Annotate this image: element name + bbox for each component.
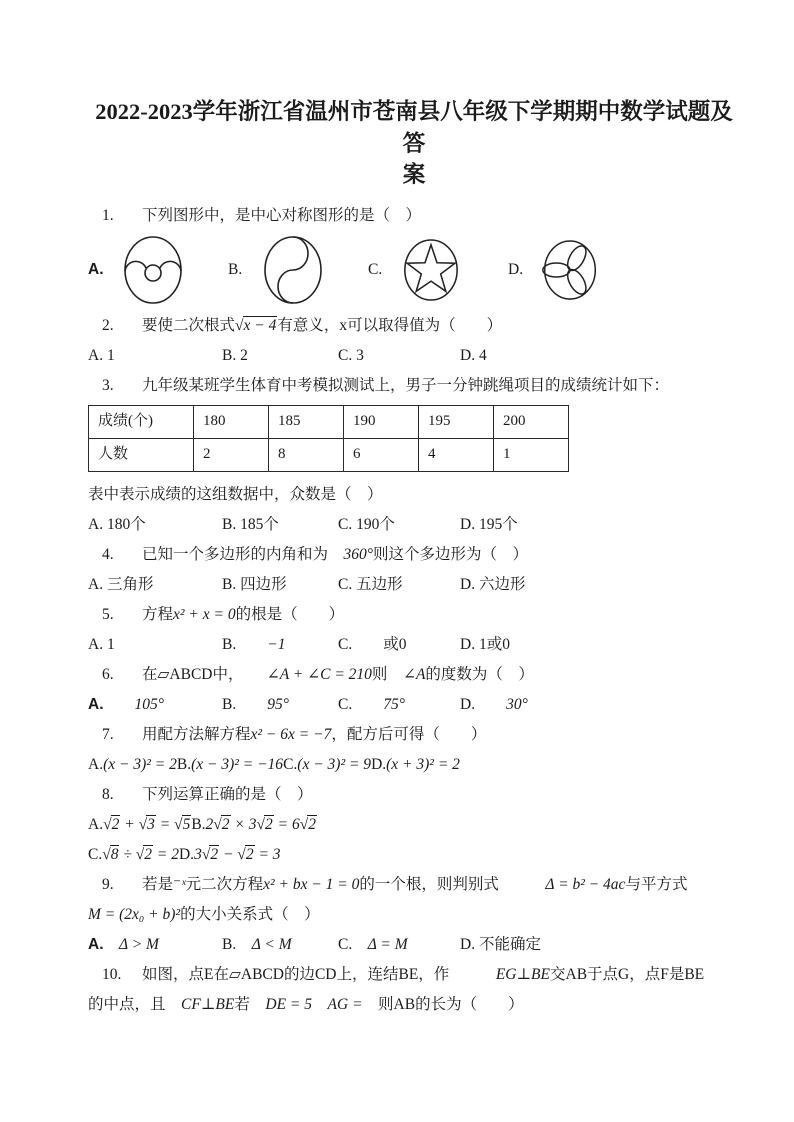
option-a — [88, 694, 222, 716]
text-segment: 与平方式 — [625, 875, 688, 893]
table-cell: 180 — [194, 405, 269, 438]
question-1-text — [142, 207, 421, 224]
sqrt-sign: √ — [174, 815, 183, 833]
question-6-text — [142, 666, 534, 683]
text-segment — [166, 996, 182, 1013]
text-segment: B. — [222, 695, 237, 713]
radicand: 2 — [111, 815, 120, 833]
text-segment: D. 4 — [460, 346, 487, 364]
question-2-options — [88, 345, 740, 367]
question-2 — [88, 315, 740, 337]
circle-arcs-figure — [120, 235, 186, 305]
text-segment: 的大小关系式（ ） — [180, 905, 320, 923]
table-cell: 1 — [494, 438, 569, 471]
radicand: 2 — [144, 845, 153, 863]
text-segment: D. 195个 — [460, 515, 518, 533]
text-segment: A. — [88, 815, 104, 833]
text-segment — [352, 936, 368, 953]
text-segment: 下列图形中，是中心对称图形的是（ ） — [142, 206, 422, 224]
math-segment: 95° — [267, 695, 289, 713]
question-1 — [88, 205, 740, 227]
text-segment — [250, 996, 266, 1013]
text-segment: B. 四边形 — [222, 575, 287, 593]
text-segment — [312, 996, 328, 1013]
radicand: 2 — [245, 845, 254, 863]
text-segment: C. — [338, 635, 353, 653]
sqrt-sign: √ — [102, 845, 111, 863]
text-segment: B. — [222, 635, 237, 653]
table-cell: 人数 — [89, 438, 194, 471]
sqrt-sign: √ — [138, 815, 148, 833]
radicand: 2 — [210, 845, 219, 863]
text-segment: 交AB于点G，点F是BE — [550, 965, 705, 983]
question-4-number: 4. — [102, 545, 114, 563]
text-segment: D. 1或0 — [460, 635, 510, 653]
text-segment: 或0 — [383, 635, 407, 653]
math-segment: × 3 — [230, 815, 257, 833]
title-line-1: 2022-2023学年浙江省温州市苍南县八年级下学期期中数学试题及答 — [95, 99, 733, 156]
text-segment — [387, 666, 403, 683]
text-segment: 表中表示成绩的这组数据中，众数是（ ） — [88, 485, 383, 503]
text-segment — [499, 876, 546, 893]
question-10 — [88, 964, 740, 986]
text-segment: 的度数为（ ） — [425, 665, 534, 683]
math-segment: = — [155, 815, 175, 833]
radicand: 2 — [308, 815, 317, 833]
table-row — [89, 405, 569, 438]
question-8 — [88, 784, 740, 806]
math-segment: Δ < M — [251, 935, 292, 953]
option-c — [338, 514, 460, 536]
text-segment: D. — [371, 755, 387, 773]
question-2-number: 2. — [102, 316, 114, 334]
text-segment: B. 185个 — [222, 515, 279, 533]
text-segment: B. — [222, 935, 237, 953]
question-3-options — [88, 514, 740, 536]
question-7 — [88, 724, 740, 746]
math-segment: CF⊥BE — [181, 995, 235, 1013]
text-segment: 九年级某班学生体育中考模拟测试上，男子一分钟跳绳项目的成绩统计如下： — [142, 376, 670, 394]
math-segment: ∠A + ∠C = 210 — [266, 665, 372, 683]
question-7-text — [142, 726, 486, 743]
math-segment: EG⊥BE — [495, 965, 550, 983]
text-segment: 的一个根，则判别式 — [359, 875, 499, 893]
text-segment — [236, 936, 252, 953]
question-10-text — [142, 966, 704, 983]
math-segment: Δ = b² − 4ac — [545, 875, 626, 893]
math-segment: 3 — [194, 845, 202, 863]
text-segment: 如图，点E在▱ABCD的边CD上，连结BE，作 — [142, 965, 450, 983]
text-segment: C. — [283, 755, 298, 773]
option-b — [222, 634, 338, 656]
option-d — [460, 345, 740, 367]
text-segment: C. 190个 — [338, 515, 395, 533]
math-segment: 30° — [506, 695, 528, 713]
text-segment: A. 1 — [88, 635, 115, 653]
sqrt-sign: √ — [235, 316, 244, 334]
text-segment: 则 — [371, 665, 388, 683]
text-segment: 若是 — [142, 875, 174, 893]
table-cell: 成绩(个) — [89, 405, 194, 438]
text-segment: D. — [178, 845, 195, 863]
sqrt-sign: √ — [237, 845, 246, 863]
math-segment: 105° — [134, 695, 164, 713]
math-segment: AG = — [327, 995, 363, 1013]
question-4-options — [88, 574, 740, 596]
text-segment — [236, 696, 267, 713]
question-9-options — [88, 934, 740, 956]
text-segment: D. 不能确定 — [460, 935, 541, 953]
question-3 — [88, 375, 740, 397]
text-segment: 元二次方程 — [185, 875, 264, 893]
text-segment: B. — [191, 815, 206, 833]
option-b — [222, 694, 338, 716]
math-segment: 2 — [205, 815, 214, 833]
text-segment — [352, 636, 383, 653]
option-b — [222, 514, 338, 536]
text-segment — [104, 936, 120, 953]
question-4-text — [142, 546, 528, 563]
text-segment: 已知一个多边形的内角和为 — [142, 545, 329, 563]
figure-label-a: A. — [88, 260, 104, 278]
question-3-number: 3. — [102, 376, 114, 394]
text-segment: 在▱ABCD中， — [142, 665, 236, 683]
math-segment: (x − 3)² = 9 — [297, 755, 372, 773]
text-segment: 有意义，x可以取得值为（ ） — [277, 316, 503, 334]
question-5 — [88, 604, 740, 626]
table-cell: 190 — [344, 405, 419, 438]
text-segment: D. 六边形 — [460, 575, 526, 593]
option-a — [88, 934, 222, 956]
text-segment: 则这个多边形为（ ） — [372, 545, 528, 563]
text-segment: A. — [88, 755, 104, 773]
option-a — [88, 345, 222, 367]
text-segment: 则AB的长为（ ） — [378, 995, 524, 1013]
question-8-options-line-2 — [88, 844, 740, 866]
radicand: 3 — [147, 815, 155, 833]
question-6-options — [88, 694, 740, 716]
table-cell: 185 — [269, 405, 344, 438]
question-9-continuation — [88, 904, 740, 926]
option-a — [88, 574, 222, 596]
question-9-text — [142, 876, 687, 893]
radicand: 2 — [221, 815, 230, 833]
option-a — [88, 514, 222, 536]
option-d — [460, 694, 740, 716]
question-9-number: 9. — [102, 875, 114, 893]
figure-label-b: B. — [228, 260, 243, 278]
question-8-options-line-1 — [88, 814, 740, 836]
math-segment: = 3 — [254, 845, 281, 863]
text-segment: C. 3 — [338, 346, 364, 364]
math-segment: ∠A — [402, 665, 426, 683]
text-segment — [236, 636, 267, 653]
text-segment: 若 — [234, 995, 250, 1013]
question-7-options — [88, 754, 740, 776]
math-segment: DE = 5 — [265, 995, 313, 1013]
question-10-continuation — [88, 994, 740, 1016]
radicand: 8 — [110, 845, 119, 863]
question-6-number: 6. — [102, 665, 114, 683]
text-segment: A. 180个 — [88, 515, 146, 533]
yin-yang-figure — [260, 235, 326, 305]
question-4 — [88, 544, 740, 566]
question-3-continuation — [88, 484, 740, 506]
option-d — [460, 514, 740, 536]
text-segment: 用配方法解方程 — [142, 725, 251, 743]
text-segment: ，配方后可得（ ） — [331, 725, 487, 743]
text-segment: A. — [88, 935, 104, 953]
math-segment: (x − 3)² = −16 — [191, 755, 284, 773]
math-segment: = 6 — [273, 815, 300, 833]
question-5-number: 5. — [102, 605, 114, 623]
sqrt-sign: √ — [213, 815, 222, 833]
question-9 — [88, 874, 740, 896]
math-segment: −1 — [267, 635, 286, 653]
score-table — [88, 405, 569, 472]
text-segment — [236, 666, 267, 683]
math-segment: ÷ — [119, 845, 136, 863]
question-1-number: 1. — [102, 206, 114, 224]
text-segment — [328, 546, 344, 563]
question-1-figures — [88, 235, 740, 305]
text-segment: C. — [338, 935, 353, 953]
math-segment: (x + 3)² = 2 — [386, 755, 460, 773]
text-segment — [352, 696, 383, 713]
option-b — [222, 934, 338, 956]
three-petal-figure — [540, 235, 606, 305]
text-segment: 的中点，且 — [88, 995, 166, 1013]
option-c — [338, 934, 460, 956]
option-c — [338, 574, 460, 596]
math-segment: (x − 3)² = 2 — [103, 755, 177, 773]
text-segment — [104, 696, 135, 713]
option-c — [338, 345, 460, 367]
sqrt-sign: √ — [256, 815, 266, 833]
page-title — [88, 96, 740, 191]
math-segment: M = (2x₀ + b)² — [88, 905, 181, 923]
text-segment: A. 1 — [88, 346, 115, 364]
text-segment: 要使二次根式 — [142, 316, 236, 334]
table-cell: 2 — [194, 438, 269, 471]
text-segment: A. 三角形 — [88, 575, 154, 593]
text-segment: 方程 — [142, 605, 174, 623]
star-figure — [400, 235, 466, 305]
table-cell: 8 — [269, 438, 344, 471]
text-segment — [449, 966, 496, 983]
math-segment: Δ = M — [367, 935, 408, 953]
question-6 — [88, 664, 740, 686]
text-segment: C. — [338, 695, 353, 713]
math-segment: 360° — [343, 545, 373, 563]
text-segment: D. — [460, 695, 476, 713]
figure-label-c: C. — [368, 260, 383, 278]
text-segment — [363, 996, 379, 1013]
text-segment — [475, 696, 506, 713]
option-b — [222, 574, 338, 596]
option-d — [460, 934, 740, 956]
radicand: 2 — [265, 815, 273, 833]
question-7-number: 7. — [102, 725, 114, 743]
text-segment: C. 五边形 — [338, 575, 403, 593]
radicand: x − 4 — [243, 316, 277, 334]
question-3-text — [142, 377, 669, 394]
title-line-2: 案 — [402, 162, 426, 187]
text-segment: B. 2 — [222, 346, 248, 364]
math-segment: x² − 6x = −7 — [250, 725, 332, 743]
table-cell: 6 — [344, 438, 419, 471]
sqrt-sign: √ — [135, 845, 145, 863]
sqrt-sign: √ — [299, 815, 309, 833]
figure-label-d: D. — [508, 260, 524, 278]
text-segment: 的根是（ ） — [235, 605, 345, 623]
option-d — [460, 634, 740, 656]
option-c — [338, 634, 460, 656]
radicand: 5 — [182, 815, 191, 833]
question-8-number: 8. — [102, 785, 114, 803]
option-a — [88, 634, 222, 656]
sqrt-sign: √ — [103, 815, 112, 833]
table-cell: 4 — [419, 438, 494, 471]
math-segment: ⁻ˣ — [173, 875, 186, 893]
table-cell: 200 — [494, 405, 569, 438]
table-row — [89, 438, 569, 471]
math-segment: Δ > M — [119, 935, 159, 953]
text-segment: C. — [88, 845, 103, 863]
question-10-number: 10. — [102, 965, 122, 983]
math-segment: x² + bx − 1 = 0 — [263, 875, 360, 893]
question-8-text — [142, 786, 313, 803]
option-c — [338, 694, 460, 716]
math-segment: − — [219, 845, 238, 863]
math-segment: + — [120, 815, 139, 833]
question-5-text — [142, 606, 344, 623]
question-2-text — [142, 317, 502, 334]
text-segment: B. — [176, 755, 192, 773]
table-cell: 195 — [419, 405, 494, 438]
math-segment: 75° — [383, 695, 405, 713]
sqrt-sign: √ — [201, 845, 211, 863]
math-segment: = 2 — [153, 845, 179, 863]
text-segment: A. — [88, 695, 104, 713]
text-segment: 下列运算正确的是（ ） — [142, 785, 313, 803]
question-5-options — [88, 634, 740, 656]
option-d — [460, 574, 740, 596]
option-b — [222, 345, 338, 367]
math-segment: x² + x = 0 — [173, 605, 236, 623]
